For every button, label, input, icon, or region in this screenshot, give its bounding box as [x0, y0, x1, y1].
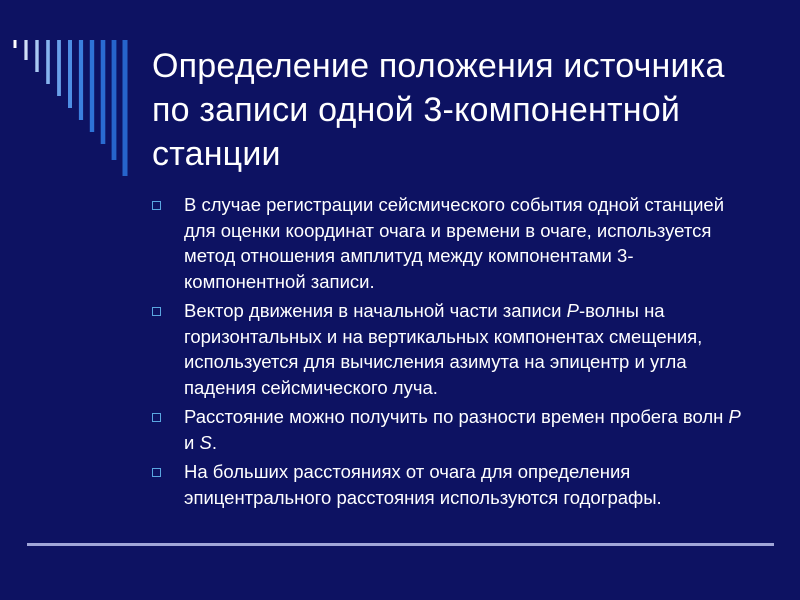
bullet-text: В случае регистрации сейсмического события одной станцией для оценки координат очага и времени в очаге, используется метод отношения амплитуд между компонентами 3-компонентной записи.	[184, 194, 725, 292]
wave-symbol-p: P	[566, 300, 579, 321]
slide-title: Определение положения источника по записи одной 3-компонентной станции	[152, 47, 725, 173]
bullet-text: На больших расстояниях от очага для определения эпицентрального расстояния используются годографы.	[184, 461, 662, 508]
bullet-text-part: -волны на горизонтальных и на вертикальных компонентах смещения, используется для вычисления азимута на эпицентр и угла падения сейсмического луча.	[184, 300, 703, 398]
bullet-text-part: .	[211, 431, 217, 453]
bullet-item	[152, 192, 752, 294]
square-bullet-icon	[152, 413, 161, 422]
bullet-item	[152, 404, 752, 455]
bullet-text-part: Расстояние можно получить по разности времен пробега волн	[184, 406, 729, 427]
square-bullet-icon	[152, 468, 161, 477]
square-bullet-icon	[152, 307, 161, 316]
bullet-text-part: и	[184, 431, 200, 453]
square-bullet-icon	[152, 201, 161, 210]
bullet-list	[152, 192, 752, 514]
bullet-item	[152, 459, 752, 510]
wave-symbol-s: S	[199, 431, 212, 453]
bottom-divider	[27, 543, 774, 546]
bullet-item	[152, 298, 752, 400]
bullet-text-part: Вектор движения в начальной части записи	[184, 300, 567, 321]
wave-symbol-p: P	[728, 406, 741, 427]
decorative-stripes	[0, 0, 140, 190]
